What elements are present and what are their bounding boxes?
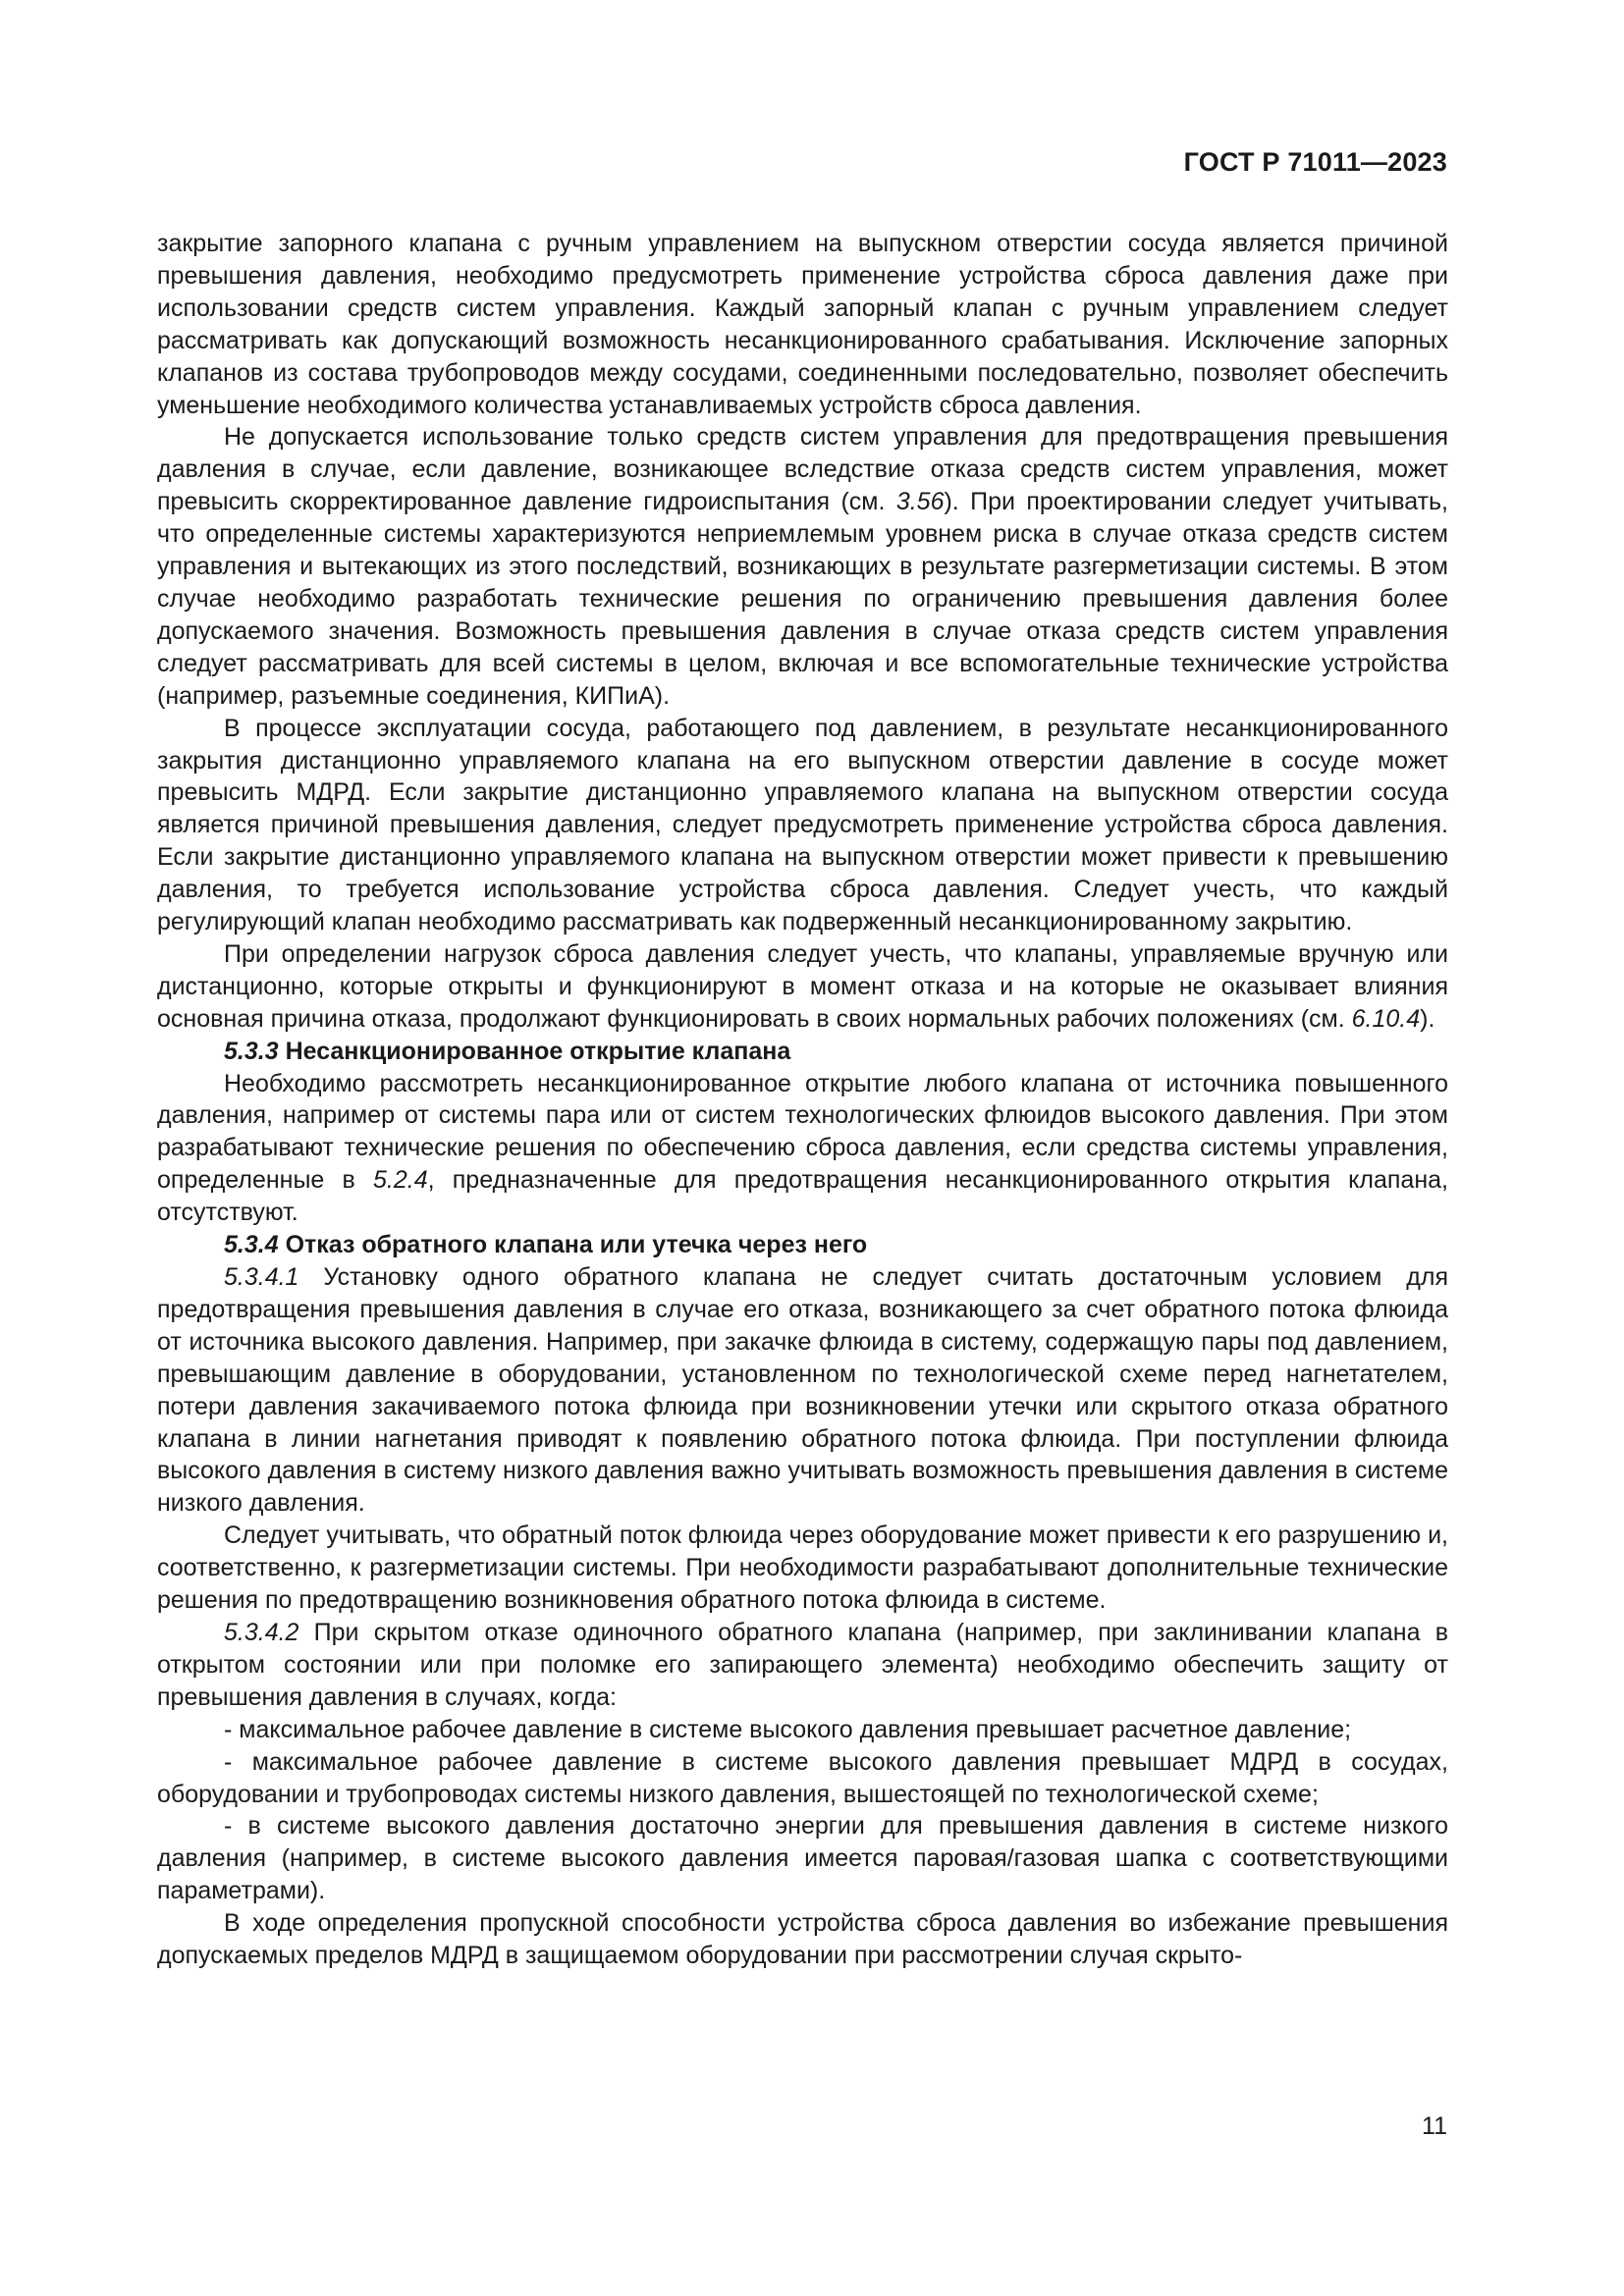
paragraph-text: , предназначенные для предотвращения несанкционированного открытия клапана, отсутствуют.	[157, 1166, 1448, 1227]
section-number: 5.3.4	[224, 1231, 279, 1259]
paragraph	[157, 938, 1448, 1036]
section-heading-5-3-3	[157, 1036, 1448, 1068]
clause-number: 5.3.4.2	[224, 1618, 299, 1646]
paragraph	[157, 1617, 1448, 1714]
paragraph: В ходе определения пропускной способности устройства сброса давления во избежание превышения допускаемых пределов МДРД в защищаемом оборудовании при рассмотрении случая скрыто-	[157, 1909, 1448, 1970]
page-number: 11	[1422, 2112, 1447, 2140]
paragraph	[157, 1261, 1448, 1520]
paragraph-text: Необходимо рассмотреть несанкционированное открытие любого клапана от источника повышенного давления, например от системы пара или от систем технологических флюидов высокого давления. При этом разрабатывают технические решения по обеспечению сброса давления, если средства системы управления, определенные в	[157, 1069, 1448, 1195]
cross-reference: 3.56	[895, 488, 945, 516]
paragraph: закрытие запорного клапана с ручным управлением на выпускном отверстии сосуда является причиной превышения давления, необходимо предусмотреть применение устройства сброса давления даже при использовании средств систем управления. Каждый запорный клапан с ручным управлением следует рассматривать как допускающий возможность несанкционированного срабатывания. Исключение запорных клапанов из состава трубопроводов между сосудами, соединенными последовательно, позволяет обеспечить уменьшение необходимого количества устанавливаемых устройств сброса давления.	[157, 230, 1448, 419]
paragraph-text: ). При проектировании следует учитывать, что определенные системы характеризуются неприемлемым уровнем риска в случае отказа средств систем управления и вытекающих из этого последствий, возникающих в результате разгерметизации системы. В этом случае необходимо разработать технические решения по ограничению превышения давления более допускаемого значения. Возможность превышения давления в случае отказа средств систем управления следует рассматривать для всей системы в целом, включая и все вспомогательные технические устройства (например, разъемные соединения, КИПиА).	[157, 488, 1448, 710]
section-title: Несанкционированное открытие клапана	[285, 1037, 791, 1065]
list-item: - максимальное рабочее давление в системе высокого давления превышает МДРД в сосудах, оборудовании и трубопроводах системы низкого давления, вышестоящей по технологической схеме;	[157, 1747, 1448, 1808]
list-item: - в системе высокого давления достаточно энергии для превышения давления в системе низкого давления (например, в системе высокого давления имеется паровая/газовая шапка с соответствующими параметрами).	[157, 1812, 1448, 1905]
section-title: Отказ обратного клапана или утечка через него	[285, 1231, 868, 1259]
clause-number: 5.3.4.1	[224, 1263, 299, 1291]
document-header: ГОСТ Р 71011—2023	[1183, 147, 1447, 177]
cross-reference: 6.10.4	[1351, 1004, 1421, 1033]
paragraph: В процессе эксплуатации сосуда, работающего под давлением, в результате несанкционированного закрытия дистанционно управляемого клапана на его выпускном отверстии давление в сосуде может превысить МДРД. Если закрытие дистанционно управляемого клапана на выпускном отверстии сосуда является причиной превышения давления, следует предусмотреть применение устройства сброса давления. Если закрытие дистанционно управляемого клапана на выпускном отверстии может привести к превышению давления, то требуется использование устройства сброса давления. Следует учесть, что каждый регулирующий клапан необходимо рассматривать как подверженный несанкционированному закрытию.	[157, 714, 1448, 936]
paragraph-text: При определении нагрузок сброса давления следует учесть, что клапаны, управляемые вручную или дистанционно, которые открыты и функционируют в момент отказа и на которые не оказывает влияния основная причина отказа, продолжают функционировать в своих нормальных рабочих положениях (см.	[157, 939, 1448, 1033]
paragraph: Следует учитывать, что обратный поток флюида через оборудование может привести к его разрушению и, соответственно, к разгерметизации системы. При необходимости разрабатывают дополнительные технические решения по предотвращению возникновения обратного потока флюида в системе.	[157, 1522, 1448, 1615]
paragraph-text: Не допускается использование только средств систем управления для предотвращения превышения давления в случае, если давление, возникающее вследствие отказа средств систем управления, может превысить скорректированное давление гидроиспытания (см.	[157, 423, 1448, 516]
paragraph-text: Установку одного обратного клапана не следует считать достаточным условием для предотвращения превышения давления в случае его отказа, возникающего за счет обратного потока флюида от источника высокого давления. Например, при закачке флюида в систему, содержащую пары под давлением, превышающим давление в оборудовании, установленном по технологической схеме перед нагнетателем, потери давления закачиваемого потока флюида при возникновении утечки или скрытого отказа обратного клапана в линии нагнетания приводят к появлению обратного потока флюида. При поступлении флюида высокого давления в систему низкого давления важно учитывать возможность превышения давления в системе низкого давления.	[157, 1263, 1448, 1518]
list-item: - максимальное рабочее давление в системе высокого давления превышает расчетное давление;	[224, 1715, 1352, 1743]
document-body	[157, 228, 1448, 1972]
paragraph-text: При скрытом отказе одиночного обратного клапана (например, при заклинивании клапана в открытом состоянии или при поломке его запирающего элемента) необходимо обеспечить защиту от превышения давления в случаях, когда:	[157, 1618, 1448, 1711]
paragraph	[157, 421, 1448, 712]
cross-reference: 5.2.4	[373, 1166, 428, 1195]
section-number: 5.3.3	[224, 1037, 279, 1065]
paragraph	[157, 1068, 1448, 1230]
paragraph-text: ).	[1420, 1004, 1435, 1033]
section-heading-5-3-4	[157, 1229, 1448, 1261]
